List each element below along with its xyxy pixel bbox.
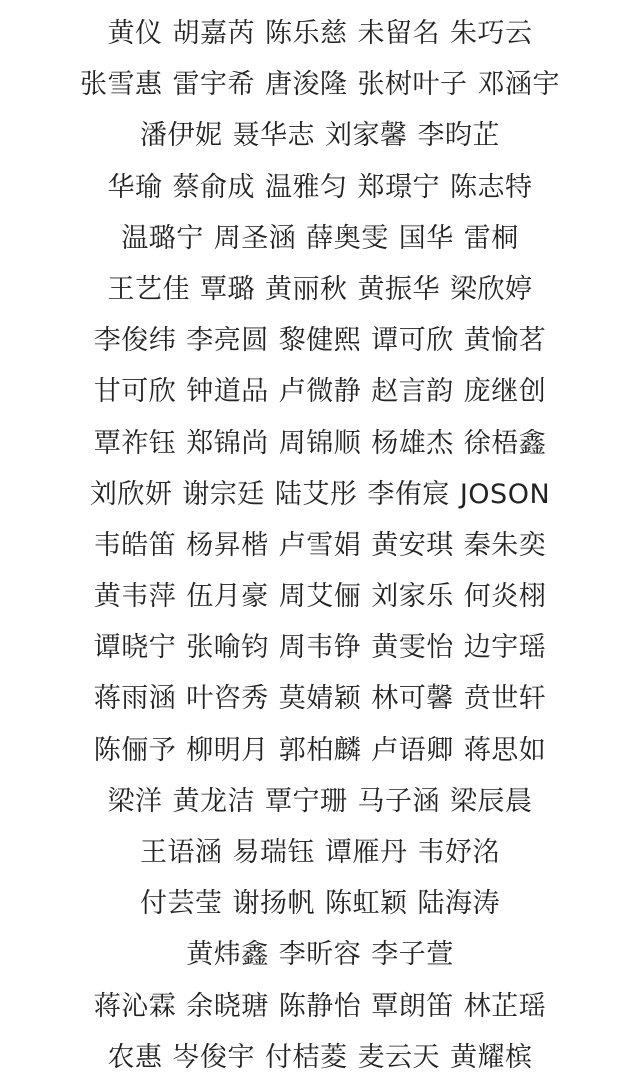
person-name: 黄仪 <box>107 18 163 49</box>
person-name: 杨昇楷 <box>186 529 269 561</box>
person-name: 邓涵宇 <box>477 69 560 101</box>
person-name: 黄愉茗 <box>463 325 547 357</box>
person-name: 黄雯怡 <box>371 632 454 664</box>
person-name: 周圣涵 <box>213 222 297 254</box>
person-name: 郑璟宁 <box>357 171 440 203</box>
person-name: 胡嘉芮 <box>172 18 255 49</box>
name-line <box>0 878 640 929</box>
name-line <box>0 520 640 571</box>
name-line <box>0 571 640 622</box>
name-list <box>0 8 640 1083</box>
person-name: 梁欣婷 <box>450 273 533 305</box>
person-name: 韦皓笛 <box>93 529 177 561</box>
person-name: 农惠 <box>107 1041 163 1073</box>
person-name: 华瑜 <box>107 171 163 203</box>
person-name: 张喻钧 <box>186 632 269 664</box>
person-name: 李俊纬 <box>93 325 177 357</box>
person-name: 王语涵 <box>140 837 223 868</box>
person-name: 黄韦萍 <box>93 581 177 613</box>
person-name: 雷宇希 <box>172 69 255 101</box>
name-line <box>0 418 640 469</box>
person-name: 赵言韵 <box>371 376 454 408</box>
person-name: 黄丽秋 <box>265 273 348 305</box>
person-name: 陆艾彤 <box>274 478 358 510</box>
person-name: 秦朱奕 <box>463 529 547 561</box>
person-name: 蒋思如 <box>463 734 547 766</box>
person-name: 付芸莹 <box>140 888 223 920</box>
person-name: 余晓瑭 <box>186 990 269 1022</box>
person-name: 李昀芷 <box>417 120 500 152</box>
person-name: 李亮圆 <box>186 325 269 357</box>
person-name: 蒋雨涵 <box>93 683 177 715</box>
person-name: 何炎栩 <box>463 581 547 613</box>
person-name: 刘家馨 <box>325 120 408 152</box>
person-name: 李侑宸 <box>367 478 450 510</box>
person-name: 庞继创 <box>463 376 547 408</box>
person-name: 覃璐 <box>200 273 255 305</box>
person-name: 李昕容 <box>278 939 362 971</box>
person-name: 温雅匀 <box>265 171 348 203</box>
person-name: 岑俊宇 <box>172 1041 255 1073</box>
person-name: 黄耀槟 <box>450 1041 533 1073</box>
name-line <box>0 315 640 366</box>
person-name: 莫婧颖 <box>278 683 362 715</box>
person-name: 徐梧鑫 <box>463 427 547 459</box>
person-name: 陈志特 <box>450 171 533 203</box>
person-name: 张树叶子 <box>357 69 468 101</box>
person-name: 梁辰晨 <box>450 785 533 817</box>
person-name: 陈俪予 <box>93 734 177 766</box>
name-line <box>0 469 640 520</box>
name-line <box>0 213 640 264</box>
person-name: 林可馨 <box>371 683 454 715</box>
person-name: 潘伊妮 <box>140 120 223 152</box>
person-name: 覃祚钰 <box>93 427 177 459</box>
person-name: 边宇瑶 <box>463 632 547 664</box>
person-name: 黄振华 <box>357 273 440 305</box>
name-line <box>0 622 640 673</box>
name-line <box>0 366 640 417</box>
person-name: 聂华志 <box>232 120 315 152</box>
person-name: 黄炜鑫 <box>186 939 269 971</box>
person-name: 雷桐 <box>463 222 519 254</box>
person-name: 覃朗笛 <box>371 990 454 1022</box>
person-name: 马子涵 <box>357 785 440 817</box>
person-name: JOSON <box>459 478 551 510</box>
person-name: 卢雪娟 <box>278 529 362 561</box>
person-name: 梁洋 <box>107 785 163 817</box>
person-name: 钟道品 <box>186 376 269 408</box>
person-name: 黄龙洁 <box>172 785 255 817</box>
person-name: 李子萱 <box>371 939 454 971</box>
person-name: 薛奥雯 <box>306 222 389 254</box>
name-line <box>0 776 640 827</box>
name-line <box>0 1032 640 1083</box>
person-name: 蔡俞成 <box>172 171 255 203</box>
person-name: 温璐宁 <box>121 222 204 254</box>
person-name: 刘家乐 <box>371 581 454 613</box>
name-line <box>0 110 640 161</box>
person-name: 陆海涛 <box>417 888 500 920</box>
person-name: 柳明月 <box>186 734 269 766</box>
person-name: 周锦顺 <box>278 427 362 459</box>
name-line <box>0 981 640 1032</box>
person-name: 陈虹颖 <box>325 888 408 920</box>
name-line <box>0 59 640 110</box>
person-name: 谭可欣 <box>371 325 454 357</box>
person-name: 谢扬帆 <box>232 888 315 920</box>
person-name: 易瑞钰 <box>232 837 315 868</box>
person-name: 叶咨秀 <box>186 683 269 715</box>
person-name: 郑锦尚 <box>186 427 269 459</box>
person-name: 付桔菱 <box>265 1041 348 1073</box>
person-name: 国华 <box>398 222 454 254</box>
person-name: 贲世轩 <box>463 683 547 715</box>
person-name: 周艾俪 <box>278 581 362 613</box>
name-line <box>0 929 640 980</box>
person-name: 唐浚隆 <box>265 69 348 101</box>
person-name: 麦云天 <box>357 1041 440 1073</box>
person-name: 黄安琪 <box>371 529 454 561</box>
person-name: 未留名 <box>357 18 440 49</box>
person-name: 郭柏麟 <box>278 734 362 766</box>
name-line <box>0 8 640 59</box>
person-name: 王艺佳 <box>107 273 190 305</box>
person-name: 朱巧云 <box>450 18 533 49</box>
person-name: 刘欣妍 <box>89 478 173 510</box>
person-name: 陈静怡 <box>278 990 362 1022</box>
person-name: 卢语卿 <box>371 734 454 766</box>
person-name: 陈乐慈 <box>265 18 348 49</box>
person-name: 谢宗廷 <box>182 478 265 510</box>
person-name: 伍月豪 <box>186 581 269 613</box>
name-line <box>0 725 640 776</box>
name-line <box>0 827 640 878</box>
name-line <box>0 264 640 315</box>
person-name: 杨雄杰 <box>371 427 454 459</box>
person-name: 张雪惠 <box>80 69 163 101</box>
person-name: 覃宁珊 <box>265 785 348 817</box>
person-name: 卢微静 <box>278 376 362 408</box>
person-name: 周韦铮 <box>278 632 362 664</box>
person-name: 韦妤洺 <box>417 837 500 868</box>
name-line <box>0 162 640 213</box>
name-line <box>0 673 640 724</box>
person-name: 蒋沁霖 <box>93 990 177 1022</box>
person-name: 黎健熙 <box>278 325 362 357</box>
person-name: 谭晓宁 <box>93 632 177 664</box>
person-name: 谭雁丹 <box>325 837 408 868</box>
person-name: 甘可欣 <box>93 376 177 408</box>
person-name: 林芷瑶 <box>463 990 547 1022</box>
